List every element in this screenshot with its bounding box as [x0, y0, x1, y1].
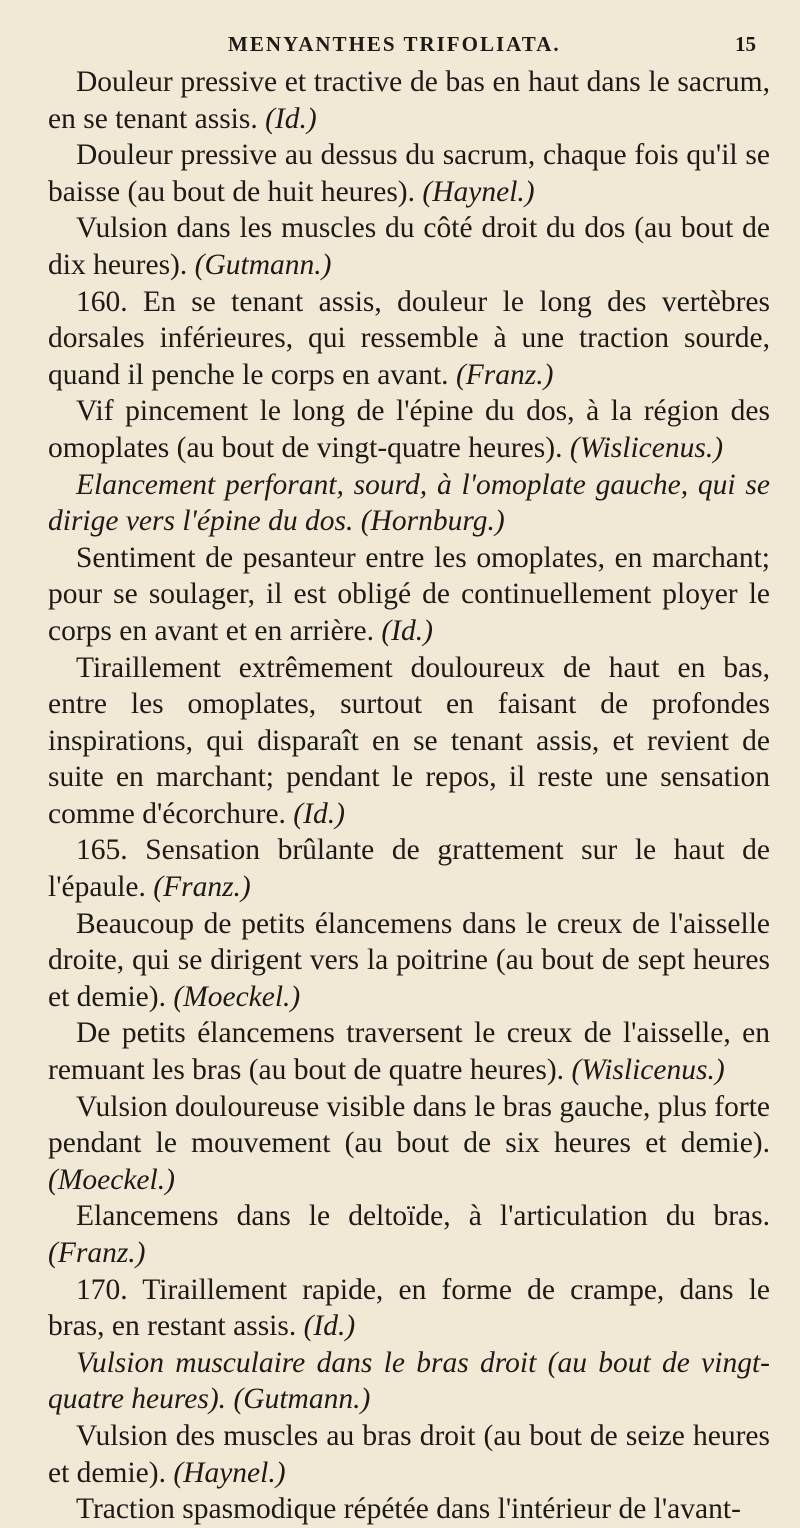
paragraph: De petits élancemens traversent le creux de l'aisselle, en remuant les bras (au bout de quatre heures). (Wislicenus.): [48, 1017, 770, 1087]
page-number: 15: [735, 32, 756, 56]
running-header: [48, 32, 770, 64]
paragraph: Douleur pressive au dessus du sacrum, chaque fois qu'il se baisse (au bout de huit heures). (Haynel.): [48, 139, 770, 208]
paragraph: Beaucoup de petits élancemens dans le creux de l'aisselle droite, qui se dirigent vers la poitrine (au bout de sept heures et demie). (Moeckel.): [48, 907, 770, 1013]
paragraph: Vulsion musculaire dans le bras droit (au bout de vingt-quatre heures). (Gutmann.): [48, 1346, 770, 1416]
body-text: [48, 64, 770, 1528]
paragraph: Tiraillement extrêmement douloureux de haut en bas, entre les omoplates, surtout en faisant de profondes inspirations, qui disparaît en se tenant assis, et revient de suite en marchant; pendant le repos, il reste une sensation comme d'écorchure. (Id.): [48, 651, 770, 830]
paragraph: Vif pincement le long de l'épine du dos, à la région des omoplates (au bout de vingt-quatre heures). (Wislicenus.): [48, 395, 770, 464]
paragraph: Elancemens dans le deltoïde, à l'articulation du bras. (Franz.): [48, 1200, 770, 1269]
paragraph: 160. En se tenant assis, douleur le long des vertèbres dorsales inférieures, qui ressemble à une traction sourde, quand il penche le corps en avant. (Franz.): [48, 285, 771, 391]
paragraph: 165. Sensation brûlante de grattement sur le haut de l'épaule. (Franz.): [48, 834, 771, 904]
paragraph: Elancement perforant, sourd, à l'omoplate gauche, qui se dirige vers l'épine du dos. (Hornburg.): [48, 468, 770, 538]
paragraph: Sentiment de pesanteur entre les omoplates, en marchant; pour se soulager, il est obligé de continuellement ployer le corps en avant et en arrière. (Id.): [48, 541, 770, 647]
paragraph: Vulsion douloureuse visible dans le bras gauche, plus forte pendant le mouvement (au bout de six heures et demie). (Moeckel.): [48, 1090, 770, 1196]
paragraph: Vulsion dans les muscles du côté droit du dos (au bout de dix heures). (Gutmann.): [48, 212, 770, 281]
paragraph: Vulsion des muscles au bras droit (au bout de seize heures et demie). (Haynel.): [48, 1419, 770, 1489]
paragraph: Traction spasmodique répétée dans l'intérieur de l'avant-: [76, 1493, 741, 1526]
paragraph: 170. Tiraillement rapide, en forme de crampe, dans le bras, en restant assis. (Id.): [48, 1273, 771, 1343]
running-title: MENYANTHES TRIFOLIATA.: [228, 32, 561, 56]
paragraph: Douleur pressive et tractive de bas en haut dans le sacrum, en se tenant assis. (Id.): [48, 66, 770, 135]
